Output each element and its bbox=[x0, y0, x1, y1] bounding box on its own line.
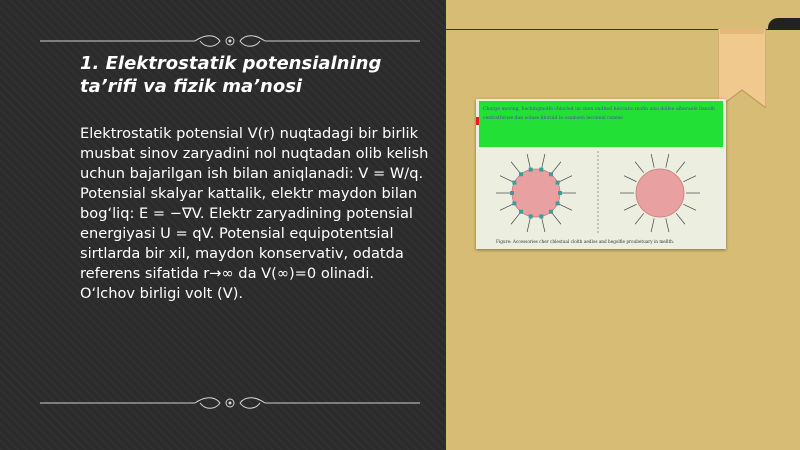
field-line bbox=[635, 213, 644, 224]
figure-header bbox=[479, 101, 723, 147]
charge-marker bbox=[539, 168, 543, 172]
field-line bbox=[559, 204, 572, 210]
field-line bbox=[511, 162, 520, 173]
field-line bbox=[542, 218, 545, 232]
charge-marker bbox=[512, 201, 516, 205]
charge-marker bbox=[556, 201, 560, 205]
field-line bbox=[676, 213, 685, 224]
field-line bbox=[635, 162, 644, 173]
charge-marker bbox=[529, 168, 533, 172]
field-line bbox=[683, 204, 696, 210]
charge-marker bbox=[558, 191, 562, 195]
field-line bbox=[666, 154, 669, 168]
charge-marker bbox=[519, 210, 523, 214]
left-charged-sphere bbox=[496, 154, 576, 232]
slide-body-text: Elektrostatik potensial V(r) nuqtadagi bir birlik musbat sinov zaryadini nol nuqtadan olib kelish uchun bajarilgan ish bilan aniqlanadi: V = W/q. Potensial skalyar kattalik, elektr maydon bilan bog‘liq: E = −∇V. Elektr zaryadining potensial energiyasi U = qV. Potensial equipotentsial sirtlarda bir xil, maydon konservativ, odatda referens sifatida r→∞ da V(∞)=0 olinadi. O‘lchov birligi volt (V). bbox=[80, 125, 429, 302]
top-ornament bbox=[40, 34, 420, 48]
field-line bbox=[527, 218, 530, 232]
field-line bbox=[683, 176, 696, 182]
field-line bbox=[552, 162, 561, 173]
field-line bbox=[676, 162, 685, 173]
corner-tab bbox=[768, 18, 800, 30]
charge-marker bbox=[529, 214, 533, 218]
field-line bbox=[542, 154, 545, 168]
charge-marker bbox=[519, 172, 523, 176]
charge-marker bbox=[549, 172, 553, 176]
field-line bbox=[500, 176, 513, 182]
field-line bbox=[624, 204, 637, 210]
charge-marker bbox=[539, 214, 543, 218]
charge-marker bbox=[510, 191, 514, 195]
field-line bbox=[559, 176, 572, 182]
field-line bbox=[552, 213, 561, 224]
field-diagram bbox=[476, 147, 726, 239]
charge-marker bbox=[549, 210, 553, 214]
field-line bbox=[624, 176, 637, 182]
charge-marker bbox=[556, 181, 560, 185]
figure-red-marker bbox=[476, 117, 479, 125]
field-line bbox=[527, 154, 530, 168]
slide-title: 1. Elektrostatik potensialning ta’rifi va fizik ma’nosi bbox=[80, 53, 382, 97]
figure-caption: Figure: Accessories cher chlestual clolth aedlos and hegolfie proubetuary in mellth. bbox=[496, 239, 675, 244]
figure-image bbox=[476, 99, 726, 249]
field-line bbox=[500, 204, 513, 210]
bottom-ornament bbox=[40, 396, 420, 410]
bookmark-ribbon bbox=[718, 28, 766, 108]
field-line bbox=[666, 218, 669, 232]
field-line bbox=[511, 213, 520, 224]
charge-marker bbox=[512, 181, 516, 185]
right-charged-sphere bbox=[620, 154, 700, 232]
field-line bbox=[651, 218, 654, 232]
field-line bbox=[651, 154, 654, 168]
figure-header-text: Charge moving, backingmolfe chlorled un shen ondhed heiclatio mofin also dollee alheraele lianolb centralfwuse dan soluse kloruld lo osamsen leconeal ranese bbox=[483, 107, 715, 121]
sphere bbox=[636, 169, 684, 217]
